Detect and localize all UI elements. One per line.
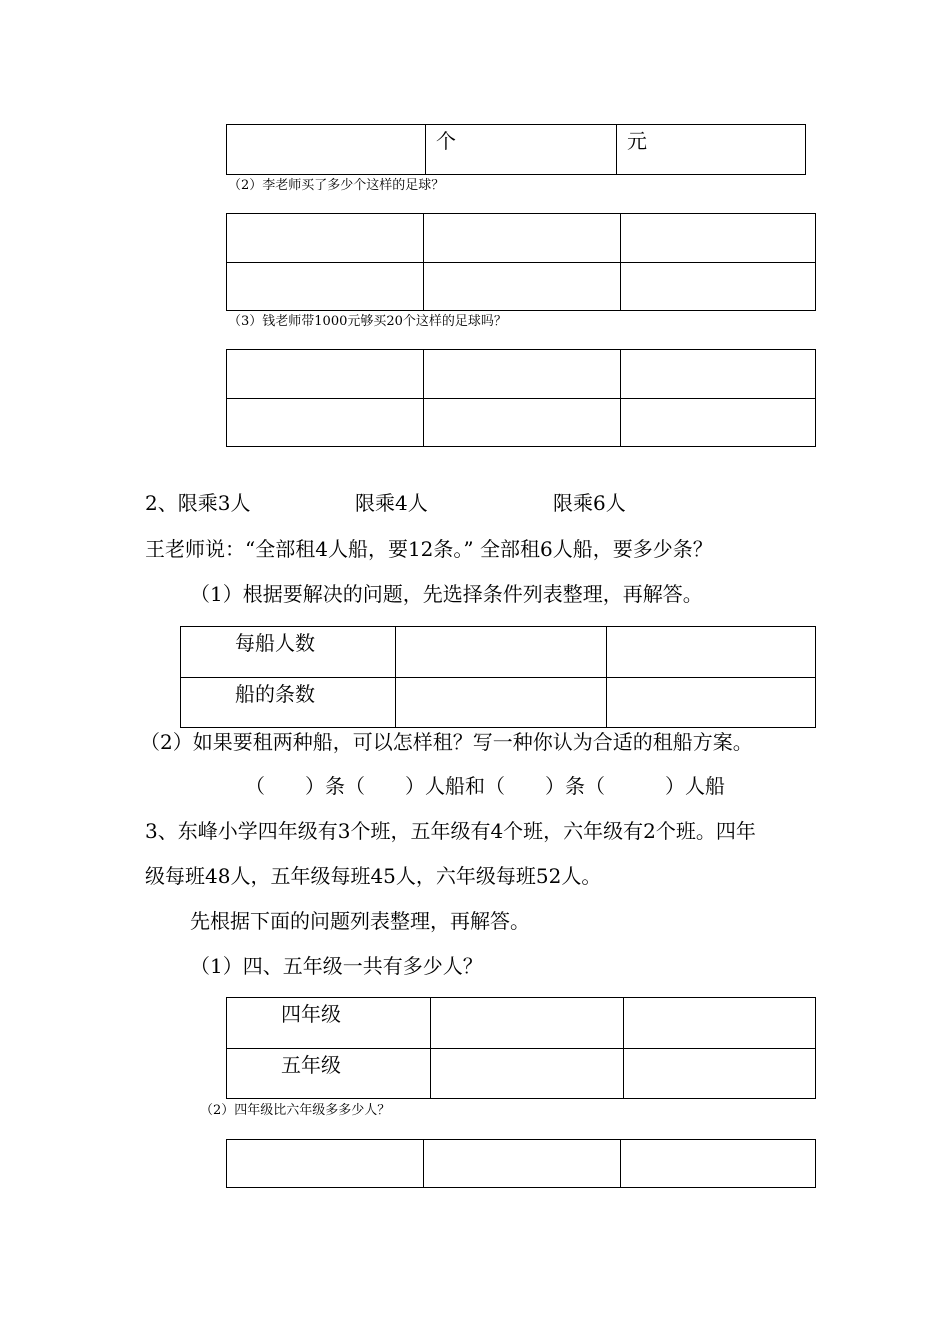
table-cell <box>181 627 396 678</box>
boat-3-label: 2、限乘3人 <box>145 491 251 515</box>
table-cell <box>607 678 816 728</box>
table-cell <box>607 627 816 678</box>
unit-ge: 个 <box>436 129 456 153</box>
table-cell <box>227 998 431 1049</box>
q2-statement: 王老师说：“全部租4人船，要12条。” 全部租6人船，要多少条？ <box>145 537 713 561</box>
unit-yuan: 元 <box>627 129 647 153</box>
q1-sub3: （3）钱老师带1000元够买20个这样的足球吗？ <box>228 314 507 329</box>
table-cell <box>424 263 621 311</box>
table-cell <box>227 263 424 311</box>
table-cell <box>621 263 816 311</box>
q2-sub2: （2）如果要租两种船，可以怎样租？写一种你认为合适的租船方案。 <box>140 730 753 754</box>
row-label-grade5: 五年级 <box>281 1053 341 1077</box>
row-label-boat-count: 船的条数 <box>235 682 315 706</box>
table-cell <box>621 399 816 447</box>
q3-sub1-table <box>226 997 816 1099</box>
row-label-people-per-boat: 每船人数 <box>235 631 315 655</box>
q3-sub1: （1）四、五年级一共有多少人？ <box>190 954 483 978</box>
table-cell <box>227 350 424 399</box>
table-cell <box>424 214 621 263</box>
q3-instruction: 先根据下面的问题列表整理，再解答。 <box>190 909 530 933</box>
table-cell <box>431 1049 624 1099</box>
table-cell <box>426 125 617 175</box>
boat-4-label: 限乘4人 <box>355 491 428 515</box>
table-cell <box>227 399 424 447</box>
table-cell <box>624 1049 816 1099</box>
table-cell <box>181 678 396 728</box>
q1-sub2: （2）李老师买了多少个这样的足球？ <box>228 178 445 193</box>
table-cell <box>396 627 607 678</box>
q3-line1: 3、东峰小学四年级有3个班，五年级有4个班，六年级有2个班。四年 <box>145 819 756 843</box>
q1-top-table <box>226 124 806 175</box>
table-cell <box>227 1049 431 1099</box>
row-label-grade4: 四年级 <box>281 1002 341 1026</box>
table-cell <box>431 998 624 1049</box>
table-cell <box>396 678 607 728</box>
table-cell <box>624 998 816 1049</box>
q1-sub2-table <box>226 213 816 311</box>
table-cell <box>424 1140 621 1188</box>
table-cell <box>227 214 424 263</box>
q1-sub3-table <box>226 349 816 447</box>
q2-sub1: （1）根据要解决的问题，先选择条件列表整理，再解答。 <box>190 582 703 606</box>
table-cell <box>424 399 621 447</box>
q3-sub2-table <box>226 1139 816 1188</box>
table-cell <box>621 214 816 263</box>
table-cell <box>424 350 621 399</box>
table-cell <box>621 1140 816 1188</box>
boat-6-label: 限乘6人 <box>553 491 626 515</box>
table-cell <box>621 350 816 399</box>
table-cell <box>617 125 806 175</box>
table-cell <box>227 125 426 175</box>
table-cell <box>227 1140 424 1188</box>
q2-table <box>180 626 816 728</box>
q3-sub2: （2）四年级比六年级多多少人？ <box>200 1103 391 1118</box>
q2-plan: （ ）条（ ）人船和（ ）条（ ）人船 <box>245 774 725 798</box>
q3-line2: 级每班48人，五年级每班45人，六年级每班52人。 <box>145 864 602 888</box>
